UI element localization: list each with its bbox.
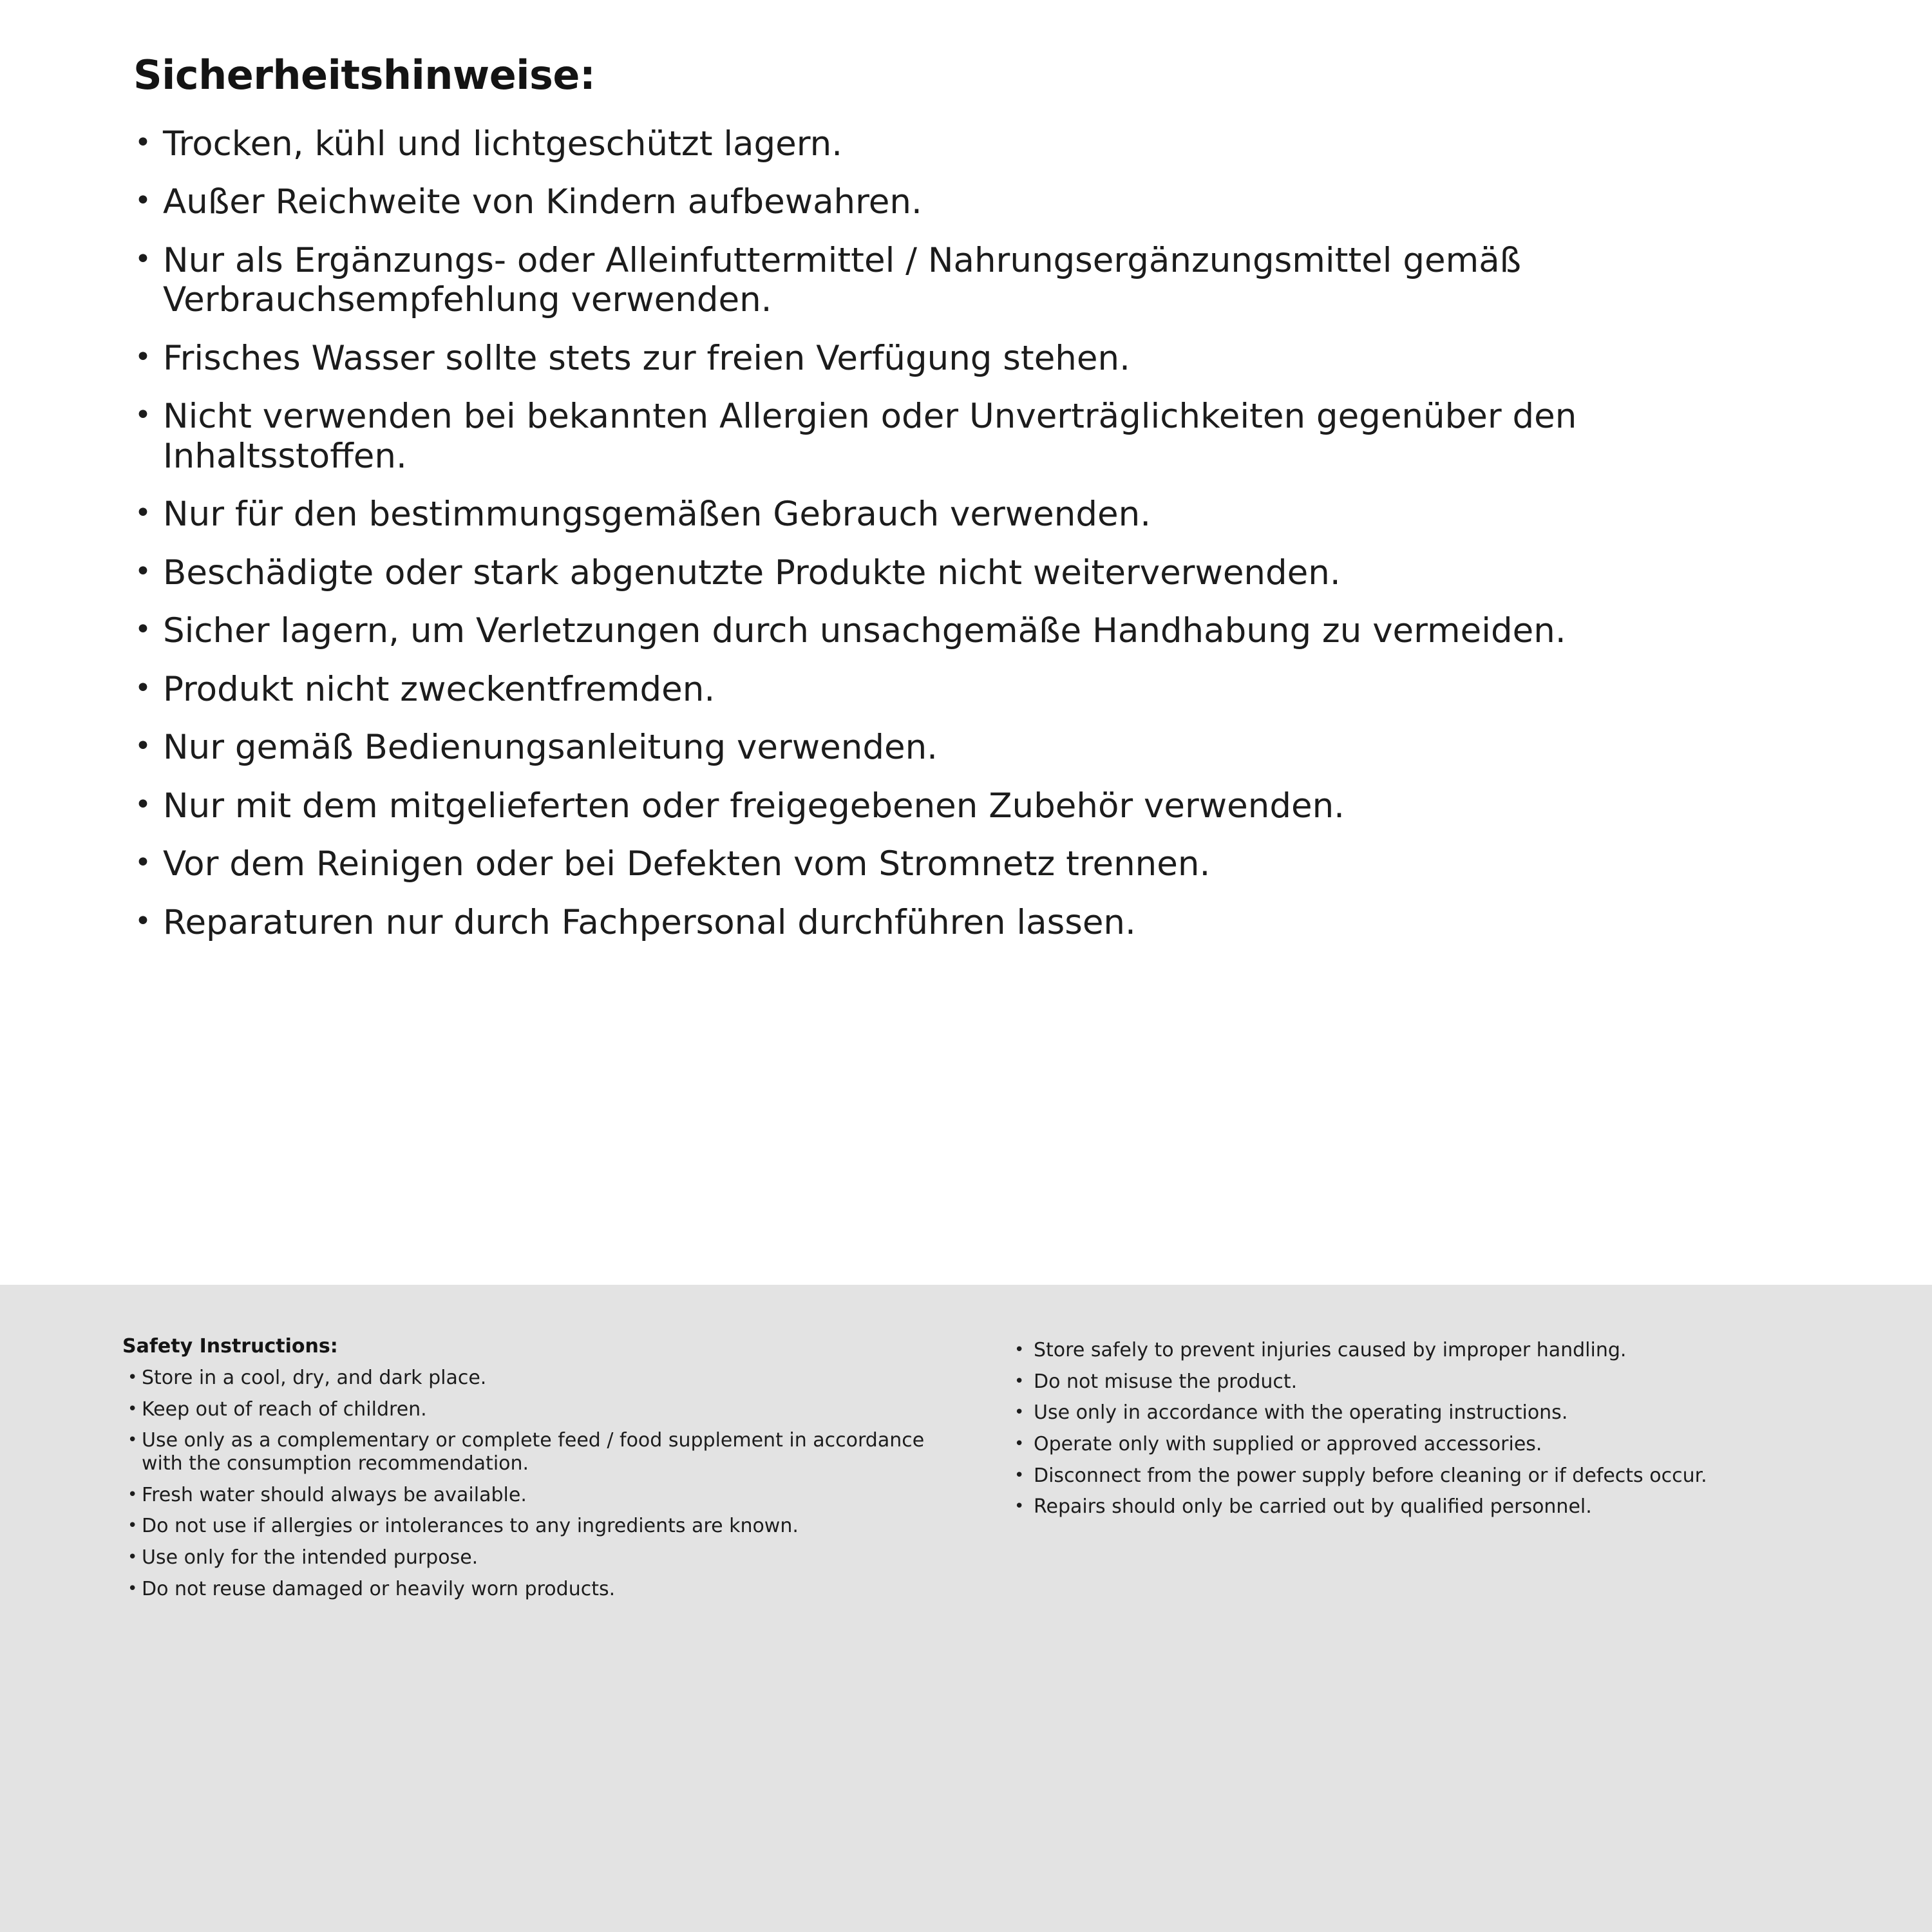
bullet-icon: • — [1014, 1497, 1025, 1517]
list-item-text: Nur mit dem mitgelieferten oder freigegebenen Zubehör verwenden. — [163, 786, 1345, 826]
list-item-text: Repairs should only be carried out by qualified personnel. — [1034, 1495, 1592, 1519]
list-item-text: Nur gemäß Bedienungsanleitung verwenden. — [163, 728, 938, 768]
bullet-icon: • — [1014, 1434, 1025, 1454]
bullet-icon: • — [128, 1578, 138, 1598]
list-item — [122, 1515, 963, 1538]
list-item-text: Store in a cool, dry, and dark place. — [142, 1367, 487, 1389]
bullet-icon: • — [135, 497, 151, 530]
list-item — [126, 728, 1816, 767]
bullet-icon: • — [1014, 1340, 1025, 1359]
list-item-text: Vor dem Reinigen oder bei Defekten vom Stromnetz trennen. — [163, 844, 1211, 884]
list-item — [126, 495, 1816, 534]
english-column-right — [1014, 1335, 1855, 1906]
list-item — [1014, 1401, 1855, 1425]
english-safety-list-right — [1014, 1339, 1855, 1519]
list-item — [126, 786, 1816, 826]
bullet-icon: • — [128, 1516, 138, 1536]
list-item-text: Use only in accordance with the operating instructions. — [1034, 1401, 1568, 1425]
list-item-text: Beschädigte oder stark abgenutzte Produkte nicht weiterverwenden. — [163, 553, 1341, 592]
list-item — [126, 124, 1816, 164]
bullet-icon: • — [1014, 1371, 1025, 1391]
bullet-icon: • — [135, 242, 151, 276]
list-item-text: Do not misuse the product. — [1034, 1370, 1298, 1393]
bullet-icon: • — [135, 184, 151, 218]
list-item — [126, 611, 1816, 650]
list-item-text: Frisches Wasser sollte stets zur freien Verfügung stehen. — [163, 338, 1130, 378]
bullet-icon: • — [135, 340, 151, 374]
bullet-icon: • — [135, 730, 151, 763]
list-item-text: Store safely to prevent injuries caused by improper handling. — [1034, 1339, 1627, 1361]
list-item — [126, 903, 1816, 942]
list-item-text: Fresh water should always be available. — [142, 1483, 527, 1506]
bullet-icon: • — [128, 1368, 138, 1387]
list-item-text: Reparaturen nur durch Fachpersonal durchführen lassen. — [163, 902, 1136, 942]
bullet-icon: • — [128, 1484, 138, 1504]
list-item — [1014, 1495, 1855, 1519]
list-item — [122, 1484, 963, 1507]
bullet-icon: • — [128, 1548, 138, 1567]
list-item — [126, 339, 1816, 378]
list-item — [126, 670, 1816, 709]
list-item — [126, 241, 1816, 320]
bullet-icon: • — [1014, 1403, 1025, 1423]
bullet-icon: • — [135, 399, 151, 432]
list-item-text: Außer Reichweite von Kindern aufbewahren. — [163, 182, 922, 222]
bullet-icon: • — [1014, 1465, 1025, 1485]
list-item — [126, 844, 1816, 884]
list-item-text: Do not reuse damaged or heavily worn products. — [142, 1577, 616, 1600]
list-item-text: Disconnect from the power supply before cleaning or if defects occur. — [1034, 1464, 1707, 1487]
english-column-left — [122, 1335, 963, 1906]
list-item — [1014, 1339, 1855, 1362]
list-item-text: Sicher lagern, um Verletzungen durch unsachgemäße Handhabung zu vermeiden. — [163, 611, 1566, 651]
list-item — [1014, 1464, 1855, 1488]
english-heading: Safety Instructions: — [122, 1335, 338, 1358]
list-item-text: Do not use if allergies or intolerances to any ingredients are known. — [142, 1515, 799, 1538]
list-item-text: Use only for the intended purpose. — [142, 1546, 478, 1569]
bullet-icon: • — [135, 554, 151, 588]
german-heading: Sicherheitshinweise: — [133, 52, 596, 99]
bullet-icon: • — [135, 846, 151, 880]
list-item — [126, 553, 1816, 592]
bullet-icon: • — [128, 1399, 138, 1419]
list-item — [126, 397, 1816, 476]
list-item-text: Nicht verwenden bei bekannten Allergien oder Unverträglichkeiten gegenüber den Inhaltsstoffen. — [163, 397, 1577, 476]
bullet-icon: • — [135, 613, 151, 647]
english-safety-list-left — [122, 1367, 963, 1601]
list-item-text: Keep out of reach of children. — [142, 1397, 427, 1421]
list-item — [126, 182, 1816, 222]
bullet-icon: • — [135, 788, 151, 821]
english-safety-section — [0, 1285, 1932, 1932]
bullet-icon: • — [128, 1430, 138, 1450]
list-item — [122, 1578, 963, 1601]
list-item — [1014, 1433, 1855, 1456]
german-safety-list — [126, 124, 1816, 942]
list-item — [122, 1429, 963, 1475]
list-item-text: Nur als Ergänzungs- oder Alleinfuttermittel / Nahrungsergänzungsmittel gemäß Verbrauchsempfehlung verwenden. — [163, 240, 1522, 320]
list-item — [122, 1398, 963, 1421]
bullet-icon: • — [135, 904, 151, 938]
list-item-text: Nur für den bestimmungsgemäßen Gebrauch verwenden. — [163, 495, 1151, 535]
bullet-icon: • — [135, 671, 151, 705]
list-item-text: Trocken, kühl und lichtgeschützt lagern. — [163, 124, 843, 164]
bullet-icon: • — [135, 126, 151, 159]
list-item-text: Operate only with supplied or approved accessories. — [1034, 1433, 1542, 1456]
list-item — [122, 1546, 963, 1569]
list-item — [1014, 1370, 1855, 1394]
list-item-text: Produkt nicht zweckentfremden. — [163, 669, 715, 709]
list-item — [122, 1367, 963, 1390]
list-item-text: Use only as a complementary or complete feed / food supplement in accordance with the consumption recommendation. — [142, 1429, 925, 1475]
